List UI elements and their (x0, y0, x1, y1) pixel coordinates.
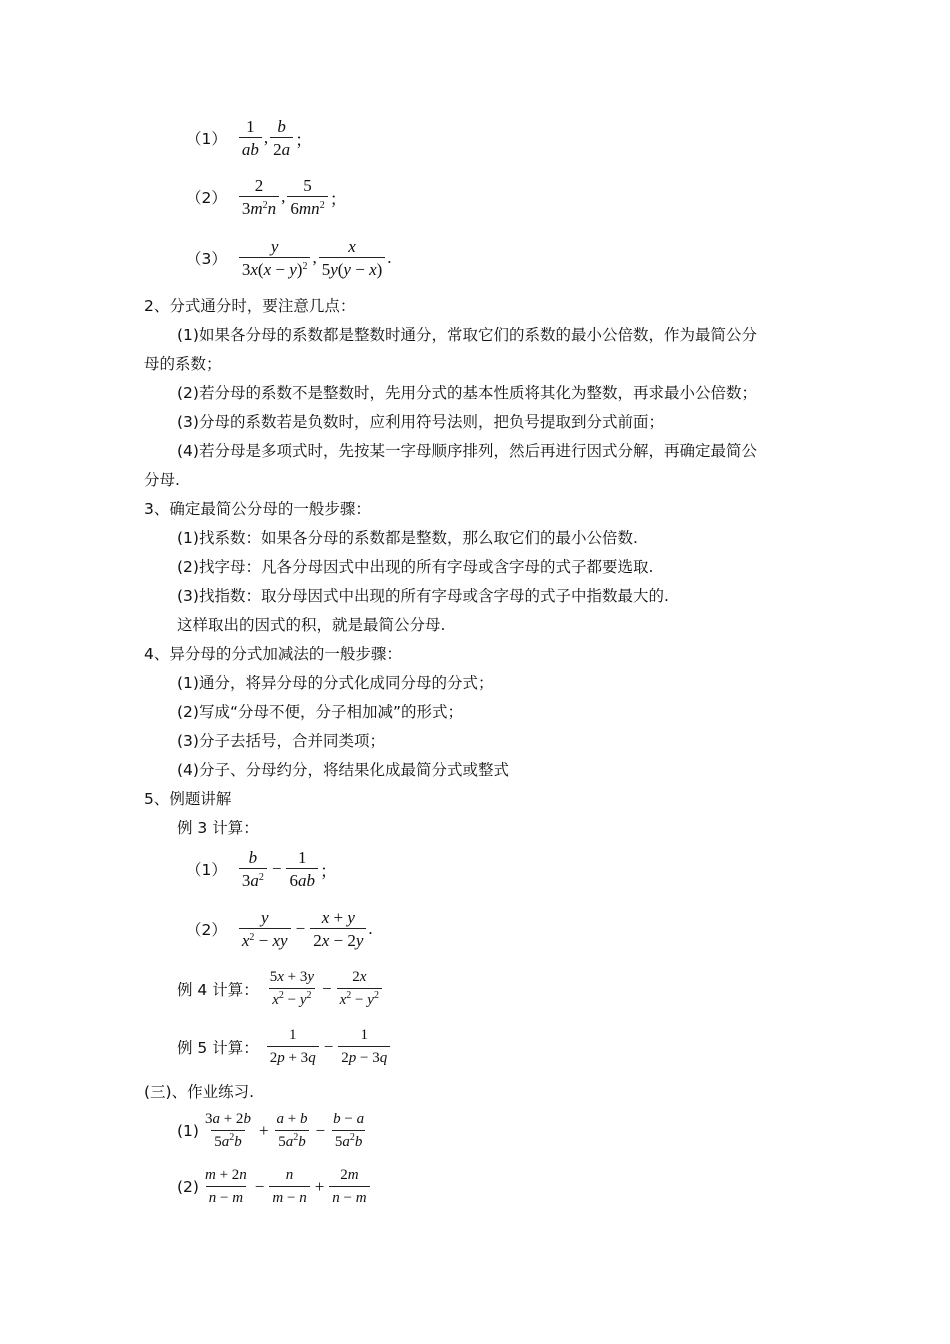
section-3-step-1: (1)找系数：如果各分母的系数都是整数，那么取它们的最小公倍数. (177, 529, 638, 547)
homework-2-label: (2) (177, 1178, 199, 1196)
section-2-heading: 2、分式通分时，要注意几点： (144, 297, 356, 315)
section-2-point-2: (2)若分母的系数不是整数时，先用分式的基本性质将其化为整数，再求最小公倍数； (177, 384, 757, 402)
fraction: $\frac{1}{6ab}$ (286, 848, 318, 890)
example-4-label: 例 4 计算： (177, 981, 259, 999)
fraction: $\frac{5}{6mn^2}$ (287, 176, 327, 218)
section-2-point-3: (3)分母的系数若是负数时，应利用符号法则，把负号提取到分式前面； (177, 413, 664, 431)
fraction: $\frac{1}{ab}$ (239, 117, 262, 159)
section-2-point-1: (1)如果各分母的系数都是整数时通分，常取它们的系数的最小公倍数，作为最简公分 (177, 326, 757, 344)
fraction: $\frac{5x + 3y}{x^2 - y^2}$ (269, 969, 315, 1008)
fraction: $\frac{b}{3a^2}$ (239, 848, 267, 890)
section-2-point-4: (4)若分母是多项式时，先按某一字母顺序排列，然后再进行因式分解，再确定最简公 (177, 442, 757, 460)
fraction: $\frac{n}{m - n}$ (269, 1166, 309, 1208)
fraction: $\frac{b - a}{5a^2b}$ (333, 1111, 365, 1150)
fraction: $\frac{2}{3m^2n}$ (239, 176, 279, 218)
homework-heading: (三)、作业练习. (144, 1083, 255, 1101)
exercise-1-label: （1） (186, 130, 227, 148)
exercise-3-row: （3） $\frac{y}{3x(x - y)^2}$ , $\frac{x}{5y(y - x)}$ . (186, 237, 392, 279)
section-3-heading: 3、确定最简公分母的一般步骤： (144, 500, 371, 518)
section-3-step-2: (2)找字母：凡各分母因式中出现的所有字母或含字母的式子都要选取. (177, 558, 654, 576)
exercise-1-row: （1） $\frac{1}{ab}$ , $\frac{b}{2a}$ ； (186, 117, 313, 159)
exercise-2-label: （2） (186, 189, 227, 207)
fraction: $\frac{b}{2a}$ (270, 117, 293, 159)
homework-1-row: (1) $\frac{3a + 2b}{5a^2b}$ + $\frac{a + b}{5a^2b}$ − $\frac{b - a}{5a^2b}$ (177, 1110, 369, 1152)
fraction: $\frac{3a + 2b}{5a^2b}$ (204, 1111, 251, 1150)
example-3-part-2-label: （2） (186, 921, 227, 939)
fraction: $\frac{y}{x^2 - xy}$ (239, 908, 291, 950)
section-2-point-1-cont: 母的系数； (144, 355, 222, 373)
homework-1-label: (1) (177, 1122, 199, 1140)
section-3-summary: 这样取出的因式的积，就是最简公分母. (177, 616, 446, 634)
section-3-step-3: (3)找指数：取分母因式中出现的所有字母或含字母的式子中指数最大的. (177, 587, 669, 605)
fraction: $\frac{a + b}{5a^2b}$ (276, 1111, 308, 1150)
example-3-part-1-label: （1） (186, 861, 227, 879)
example-5-label: 例 5 计算： (177, 1039, 259, 1057)
section-4-step-1: (1)通分，将异分母的分式化成同分母的分式； (177, 674, 494, 692)
fraction: $\frac{x + y}{2x - 2y}$ (310, 908, 366, 950)
exercise-3-label: （3） (186, 250, 227, 268)
homework-2-row: (2) $\frac{m + 2n}{n - m}$ − $\frac{n}{m - n}$ + $\frac{2m}{n - m}$ (177, 1166, 372, 1208)
section-4-heading: 4、异分母的分式加减法的一般步骤： (144, 645, 402, 663)
section-4-step-2: (2)写成“分母不便，分子相加减”的形式； (177, 703, 464, 721)
separator: . (387, 248, 392, 267)
fraction: $\frac{y}{3x(x - y)^2}$ (239, 237, 311, 279)
example-3-label: 例 3 计算： (177, 819, 259, 837)
section-2-point-4-cont: 分母. (144, 471, 180, 489)
example-5-row: 例 5 计算： $\frac{1}{2p + 3q}$ − $\frac{1}{2p - 3q}$ (177, 1026, 392, 1068)
example-4-row: 例 4 计算： $\frac{5x + 3y}{x^2 - y^2}$ − $\frac{2x}{x^2 - y^2}$ (177, 968, 384, 1010)
section-4-step-3: (3)分子去括号，合并同类项； (177, 732, 385, 750)
separator: ； (295, 130, 313, 150)
fraction: $\frac{2m}{n - m}$ (329, 1166, 369, 1208)
exercise-2-row: （2） $\frac{2}{3m^2n}$ , $\frac{5}{6mn^2}$ ； (186, 176, 347, 218)
separator: ； (329, 189, 347, 209)
section-4-step-4: (4)分子、分母约分，将结果化成最简分式或整式 (177, 761, 509, 779)
fraction: $\frac{x}{5y(y - x)}$ (319, 237, 386, 279)
section-5-heading: 5、例题讲解 (144, 790, 232, 808)
example-3-part-2: （2） $\frac{y}{x^2 - xy}$ − $\frac{x + y}{2x - 2y}$ . (186, 908, 373, 950)
fraction: $\frac{2x}{x^2 - y^2}$ (337, 968, 382, 1010)
fraction: $\frac{m + 2n}{n - m}$ (204, 1167, 247, 1206)
example-3-part-1: （1） $\frac{b}{3a^2}$ − $\frac{1}{6ab}$ ； (186, 848, 337, 890)
fraction: $\frac{1}{2p - 3q}$ (338, 1026, 390, 1068)
fraction: $\frac{1}{2p + 3q}$ (267, 1026, 319, 1068)
